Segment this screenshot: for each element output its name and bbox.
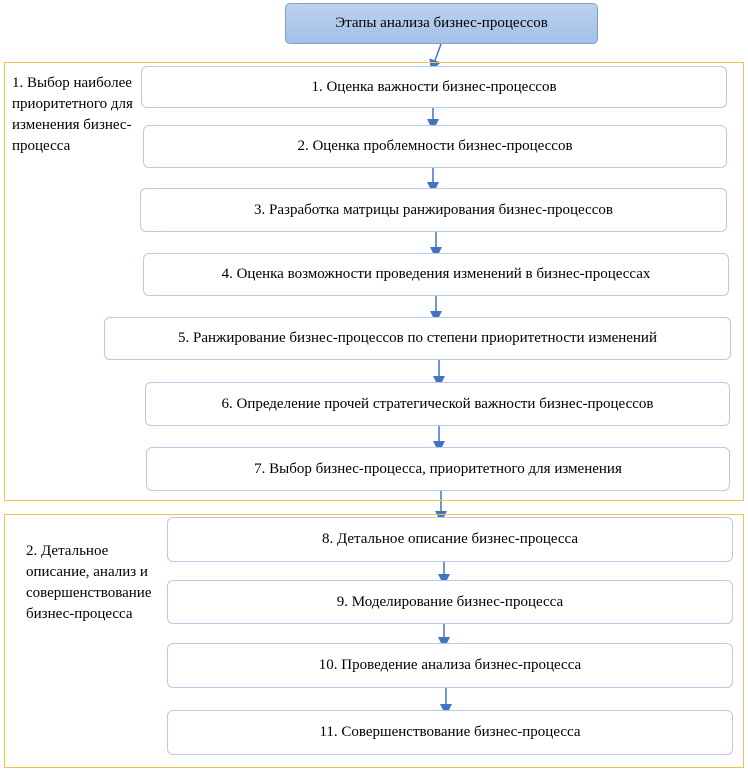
step-1: 1. Оценка важности бизнес-процессов bbox=[141, 66, 727, 108]
step-6: 6. Определение прочей стратегической важности бизнес-процессов bbox=[145, 382, 730, 426]
step-9: 9. Моделирование бизнес-процесса bbox=[167, 580, 733, 624]
step-4: 4. Оценка возможности проведения изменений в бизнес-процессах bbox=[143, 253, 729, 296]
step-10: 10. Проведение анализа бизнес-процесса bbox=[167, 643, 733, 688]
step-8: 8. Детальное описание бизнес-процесса bbox=[167, 517, 733, 562]
group-1-label: 1. Выбор наиболее приоритетного для изменения бизнес-процесса bbox=[12, 75, 133, 154]
step-7: 7. Выбор бизнес-процесса, приоритетного для изменения bbox=[146, 447, 730, 491]
step-2: 2. Оценка проблемности бизнес-процессов bbox=[143, 125, 727, 168]
group-2-label: 2. Детальное описание, анализ и совершенствование бизнес-процесса bbox=[26, 543, 152, 622]
step-11: 11. Совершенствование бизнес-процесса bbox=[167, 710, 733, 755]
step-5: 5. Ранжирование бизнес-процессов по степени приоритетности изменений bbox=[104, 317, 731, 360]
step-3: 3. Разработка матрицы ранжирования бизнес-процессов bbox=[140, 188, 727, 232]
diagram-title: Этапы анализа бизнес-процессов bbox=[285, 3, 598, 44]
